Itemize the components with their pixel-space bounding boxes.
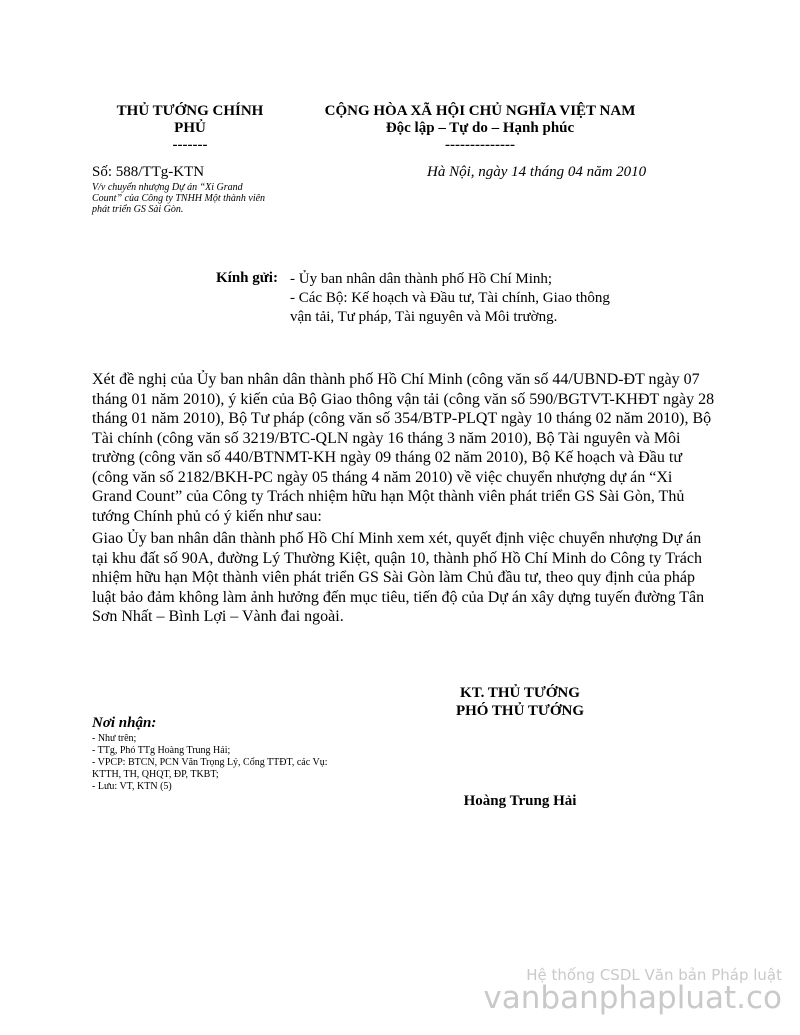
body-line: tướng Chính phủ có ý kiến như sau: (92, 507, 322, 525)
recipients-label: Kính gửi: (216, 270, 278, 286)
subject-line: V/v chuyển nhượng Dự án “Xi Grand (92, 182, 243, 193)
recipient-item: - Các Bộ: Kế hoạch và Đầu tư, Tài chính, Giao thông (290, 290, 610, 306)
watermark-line-1: Hệ thống CSDL Văn bản Pháp luật (526, 966, 782, 984)
body-line: Grand Count” của Công ty Trách nhiệm hữu hạn Một thành viên phát triển GS Sài Gòn, Thủ (92, 488, 685, 505)
national-title-block (300, 103, 660, 154)
distribution-list (92, 733, 372, 793)
distribution-item: - VPCP: BTCN, PCN Văn Trọng Lý, Cổng TTĐT, các Vụ: (92, 757, 328, 768)
issuing-authority-line2: PHỦ (174, 120, 206, 136)
body-line: Sơn Nhất – Bình Lợi – Vành đai ngoài. (92, 608, 344, 625)
subject-line: Count” của Công ty TNHH Một thành viên (92, 193, 266, 204)
subject-line: phát triển GS Sài Gòn. (92, 204, 184, 215)
body-line: tháng 01 năm 2010), ý kiến của Bộ Giao thông vận tải (công văn số 590/BGTVT-KHĐT ngày 28 (92, 390, 715, 408)
body-line: Giao Ủy ban nhân dân thành phố Hồ Chí Minh xem xét, quyết định việc chuyển nhượng Dự án (92, 530, 702, 547)
document-subject (92, 182, 302, 215)
national-rule: -------------- (445, 137, 515, 153)
body-line: (công văn số 2182/BKH-PC ngày 05 tháng 4 năm 2010) về việc chuyển nhượng dự án “Xi (92, 468, 673, 486)
signature-title-1: KT. THỦ TƯỚNG (460, 685, 580, 701)
distribution-item: - TTg, Phó TTg Hoàng Trung Hải; (92, 745, 231, 756)
issuing-authority-rule: ------- (172, 137, 208, 153)
signatory-name: Hoàng Trung Hải (463, 793, 577, 809)
body-line: tháng 01 năm 2010), Bộ Tư pháp (công văn số 354/BTP-PLQT ngày 10 tháng 02 năm 2010), Bộ (92, 410, 712, 427)
body-line: nhiệm hữu hạn Một thành viên phát triển GS Sài Gòn làm Chủ đầu tư, theo quy định của pháp (92, 569, 696, 586)
signature-titles (420, 684, 620, 720)
distribution-item: - Lưu: VT, KTN (5) (92, 781, 172, 792)
recipient-item: vận tải, Tư pháp, Tài nguyên và Môi trường. (290, 309, 558, 325)
body-line: Tài chính (công văn số 3219/BTC-QLN ngày 16 tháng 3 năm 2010), Bộ Tài nguyên và Môi (92, 429, 681, 447)
national-title: CỘNG HÒA XÃ HỘI CHỦ NGHĨA VIỆT NAM (324, 103, 636, 119)
signature-title-2: PHÓ THỦ TƯỚNG (455, 703, 585, 719)
issuing-authority (100, 103, 280, 154)
document-number: Số: 588/TTg-KTN (92, 164, 205, 180)
national-motto: Độc lập – Tự do – Hạnh phúc (385, 120, 575, 136)
issuing-authority-line1: THỦ TƯỚNG CHÍNH (116, 103, 264, 119)
recipients-list (290, 270, 670, 327)
body-line: trường (công văn số 440/BTNMT-KH ngày 09 tháng 02 năm 2010), Bộ Kế hoạch và Đầu tư (92, 449, 683, 466)
body-paragraph-2 (92, 529, 732, 627)
body-line: tại khu đất số 90A, đường Lý Thường Kiệt, quận 10, thành phố Hồ Chí Minh do Công ty Trách (92, 549, 702, 567)
distribution-item: KTTH, TH, QHQT, ĐP, TKBT; (92, 769, 219, 780)
body-paragraph-1 (92, 370, 732, 526)
recipient-item: - Ủy ban nhân dân thành phố Hồ Chí Minh; (290, 271, 553, 287)
place-date: Hà Nội, ngày 14 tháng 04 năm 2010 (427, 164, 647, 180)
watermark-line-2: vanbanphapluat.co (483, 980, 782, 1016)
body-line: luật bảo đảm không làm ảnh hưởng đến mục tiêu, tiến độ của Dự án xây dựng tuyến đường Tân (92, 588, 705, 606)
distribution-item: - Như trên; (92, 733, 137, 744)
distribution-label: Nơi nhận: (92, 715, 157, 731)
body-line: Xét đề nghị của Ủy ban nhân dân thành phố Hồ Chí Minh (công văn số 44/UBND-ĐT ngày 07 (92, 371, 700, 388)
